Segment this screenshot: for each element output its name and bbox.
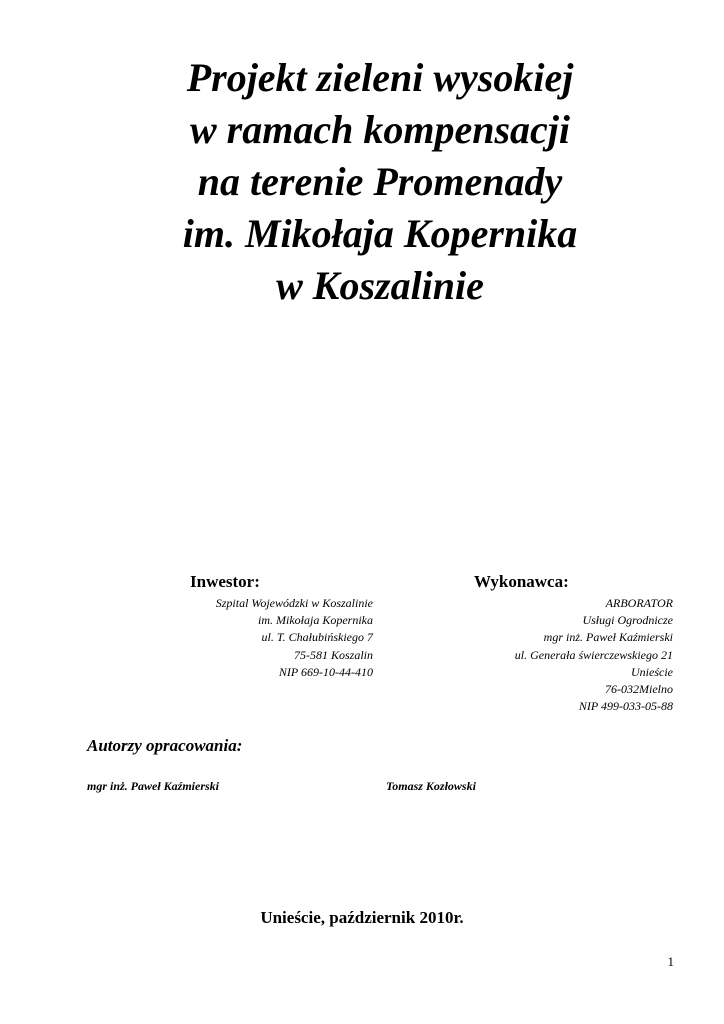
title-line: w ramach kompensacji (189, 107, 571, 152)
authors-heading: Autorzy opracowania: (87, 736, 243, 755)
title-line: na terenie Promenady (197, 159, 563, 204)
investor-line: 75-581 Koszalin (293, 647, 373, 662)
contractor-heading: Wykonawca: (474, 572, 569, 591)
place-date: Unieście, październik 2010r. (260, 908, 464, 927)
contractor-line: ul. Generała świerczewskiego 21 (514, 647, 673, 662)
contractor-line: 76-032Mielno (605, 682, 673, 697)
investor-heading: Inwestor: (190, 572, 260, 591)
investor-line: im. Mikołaja Kopernika (258, 613, 373, 628)
investor-line: ul. T. Chałubińskiego 7 (261, 630, 373, 645)
document-title (120, 52, 640, 312)
contractor-line: mgr inż. Paweł Kaźmierski (543, 630, 673, 645)
page-number: 1 (667, 954, 674, 969)
title-line: Projekt zieleni wysokiej (186, 55, 574, 100)
contractor-line: NIP 499-033-05-88 (578, 699, 673, 714)
investor-line: Szpital Wojewódzki w Koszalinie (215, 596, 373, 610)
author-name: Tomasz Kozłowski (386, 779, 476, 793)
contractor-line: Usługi Ogrodnicze (582, 613, 673, 628)
contractor-line: ARBORATOR (605, 596, 673, 610)
investor-line: NIP 669-10-44-410 (278, 664, 373, 679)
title-line: w Koszalinie (276, 263, 484, 308)
author-name: mgr inż. Paweł Kaźmierski (87, 779, 220, 793)
contractor-line: Unieście (631, 664, 673, 679)
title-line: im. Mikołaja Kopernika (182, 211, 578, 256)
contractor-address (440, 595, 673, 715)
investor-address (150, 595, 373, 681)
